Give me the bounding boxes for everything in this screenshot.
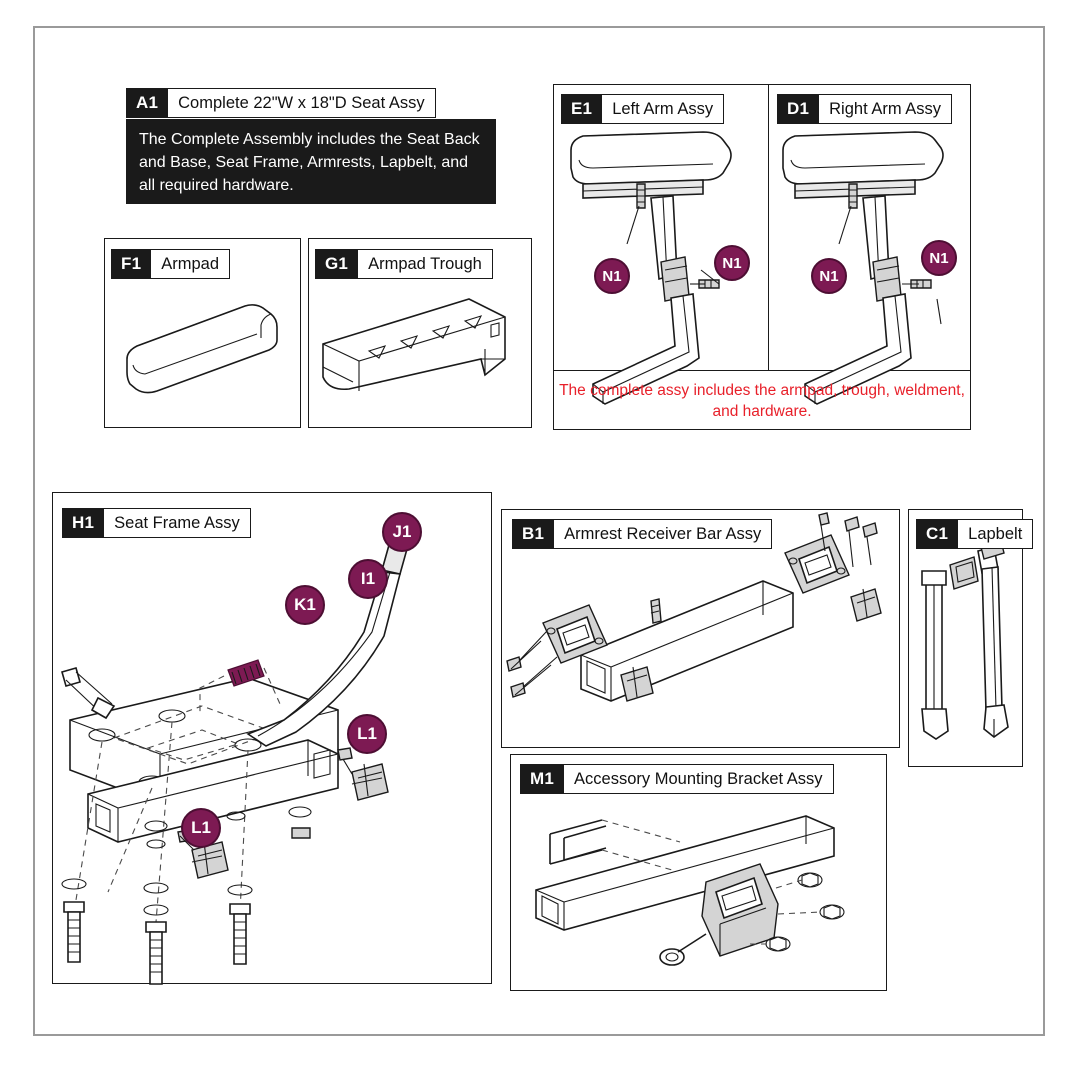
m1-title: Accessory Mounting Bracket Assy (564, 764, 834, 794)
g1-code: G1 (315, 249, 358, 279)
g1-title: Armpad Trough (358, 249, 493, 279)
a1-description-text: The Complete Assembly includes the Seat Back and Base, Seat Frame, Armrests, Lapbelt, and all required hardware. (139, 131, 480, 194)
m1-label-chip (520, 764, 834, 794)
a1-code: A1 (126, 88, 168, 118)
f1-label-chip (111, 249, 230, 279)
e1-drawing (553, 84, 769, 371)
h1-title: Seat Frame Assy (104, 508, 251, 538)
d1-code: D1 (777, 94, 819, 124)
a1-title: Complete 22"W x 18"D Seat Assy (168, 88, 436, 118)
a1-description-block (126, 119, 496, 204)
b1-title: Armrest Receiver Bar Assy (554, 519, 772, 549)
callout-e1-n1-left: N1 (594, 258, 630, 294)
h1-code: H1 (62, 508, 104, 538)
e1-label-chip (561, 94, 724, 124)
c1-label-chip (916, 519, 1033, 549)
c1-code: C1 (916, 519, 958, 549)
callout-h1-k1: K1 (285, 585, 325, 625)
a1-label-chip (126, 88, 436, 118)
d1-drawing (769, 84, 971, 371)
f1-title: Armpad (151, 249, 230, 279)
b1-code: B1 (512, 519, 554, 549)
callout-h1-l1-right: L1 (347, 714, 387, 754)
h1-label-chip (62, 508, 251, 538)
d1-label-chip (777, 94, 952, 124)
callout-d1-n1-right: N1 (921, 240, 957, 276)
b1-label-chip (512, 519, 772, 549)
arm-assembly-note: The complete assy includes the armpad, trough, weldment, and hardware. (559, 382, 965, 420)
callout-d1-n1-left: N1 (811, 258, 847, 294)
callout-h1-l1-left: L1 (181, 808, 221, 848)
e1-title: Left Arm Assy (602, 94, 724, 124)
h1-drawing (52, 492, 492, 984)
g1-label-chip (315, 249, 493, 279)
d1-title: Right Arm Assy (819, 94, 952, 124)
c1-title: Lapbelt (958, 519, 1033, 549)
e1-code: E1 (561, 94, 602, 124)
callout-h1-i1: I1 (348, 559, 388, 599)
m1-code: M1 (520, 764, 564, 794)
callout-h1-j1: J1 (382, 512, 422, 552)
f1-code: F1 (111, 249, 151, 279)
callout-e1-n1-right: N1 (714, 245, 750, 281)
